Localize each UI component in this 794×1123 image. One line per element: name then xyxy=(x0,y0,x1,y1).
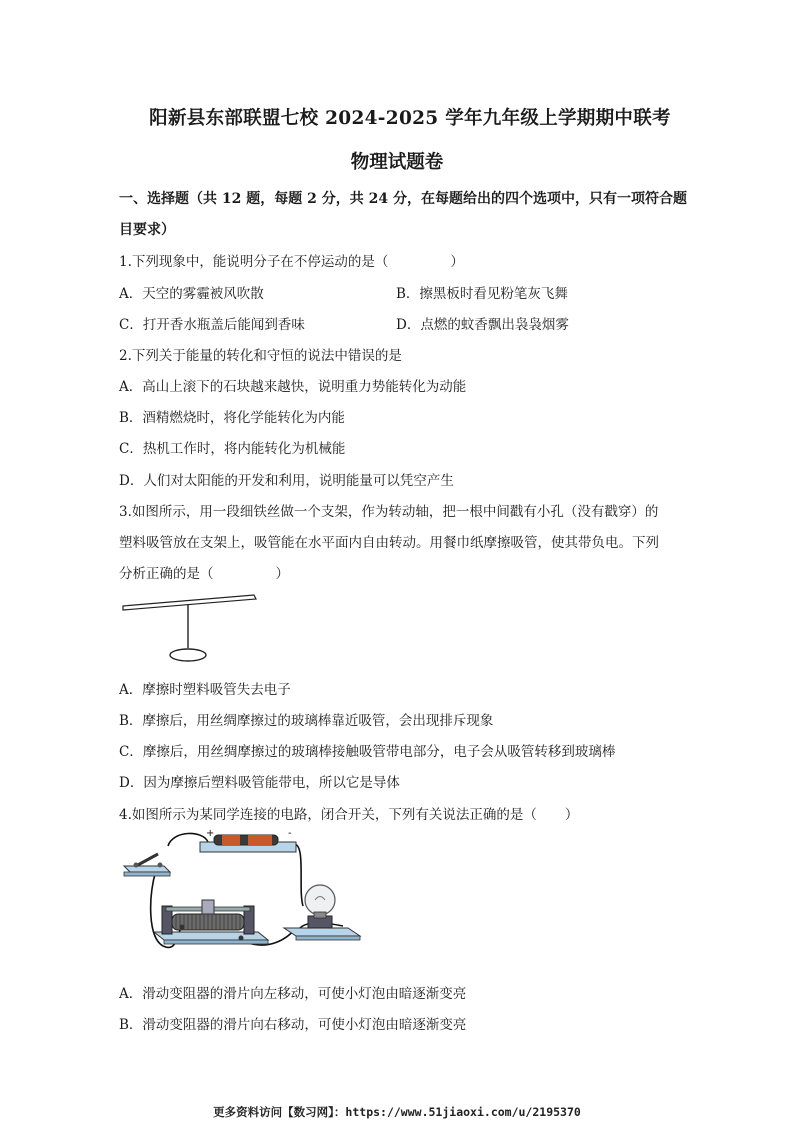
rheostat xyxy=(154,900,268,944)
q3-option-b: B．摩擦后，用丝绸摩擦过的玻璃棒靠近吸管，会出现排斥现象 xyxy=(119,713,494,729)
q1-option-d: D．点燃的蚊香飘出袅袅烟雾 xyxy=(396,317,569,333)
straw-stand-figure xyxy=(118,592,268,672)
q2-option-d: D．人们对太阳能的开发和利用，说明能量可以凭空产生 xyxy=(119,473,454,489)
light-bulb xyxy=(284,885,360,940)
q3-stem-line1: 3.如图所示，用一段细铁丝做一个支架，作为转动轴，把一根中间戳有小孔（没有戳穿）的 xyxy=(119,504,659,520)
q2-option-b: B．酒精燃烧时，将化学能转化为内能 xyxy=(119,410,345,426)
section1-heading-line1: 一、选择题（共 12 题，每题 2 分，共 24 分，在每题给出的四个选项中，只有一项符合题 xyxy=(119,191,687,207)
q1-stem: 1.下列现象中，能说明分子在不停运动的是（ ） xyxy=(119,254,464,270)
battery xyxy=(200,828,296,852)
q4-option-a: A．滑动变阻器的滑片向左移动，可使小灯泡由暗逐渐变亮 xyxy=(119,986,467,1002)
q4-option-b: B．滑动变阻器的滑片向右移动，可使小灯泡由暗逐渐变亮 xyxy=(119,1017,467,1033)
battery-minus-label: - xyxy=(288,828,292,839)
knife-switch xyxy=(124,854,170,876)
section1-heading-line2: 目要求） xyxy=(119,222,175,238)
q2-option-a: A．高山上滚下的石块越来越快，说明重力势能转化为动能 xyxy=(119,379,467,395)
q3-stem-line3: 分析正确的是（ ） xyxy=(119,566,289,582)
q3-option-d: D．因为摩擦后塑料吸管能带电，所以它是导体 xyxy=(119,775,400,791)
q3-option-c: C．摩擦后，用丝绸摩擦过的玻璃棒接触吸管带电部分，电子会从吸管转移到玻璃棒 xyxy=(119,744,616,760)
footer-link-text[interactable]: 更多资料访问【数习网】：https://www.51jiaoxi.com/u/2195370 xyxy=(213,1105,581,1119)
q2-stem: 2.下列关于能量的转化和守恒的说法中错误的是 xyxy=(119,348,402,364)
battery-plus-label: + xyxy=(206,828,215,839)
q4-stem: 4.如图所示为某同学连接的电路，闭合开关，下列有关说法正确的是（ ） xyxy=(119,807,579,823)
q1-option-b: B．擦黑板时看见粉笔灰飞舞 xyxy=(396,286,568,302)
circuit-figure xyxy=(118,828,368,970)
q2-option-c: C．热机工作时，将内能转化为机械能 xyxy=(119,441,346,457)
q3-stem-line2: 塑料吸管放在支架上，吸管能在水平面内自由转动。用餐巾纸摩擦吸管，使其带负电。下列 xyxy=(119,535,659,551)
q1-option-c: C．打开香水瓶盖后能闻到香味 xyxy=(119,317,305,333)
q3-option-a: A．摩擦时塑料吸管失去电子 xyxy=(119,682,291,698)
exam-subtitle: 物理试题卷 xyxy=(350,152,444,173)
q1-option-a: A．天空的雾霾被风吹散 xyxy=(119,286,264,302)
exam-title: 阳新县东部联盟七校 2024-2025 学年九年级上学期期中联考 xyxy=(149,108,671,129)
